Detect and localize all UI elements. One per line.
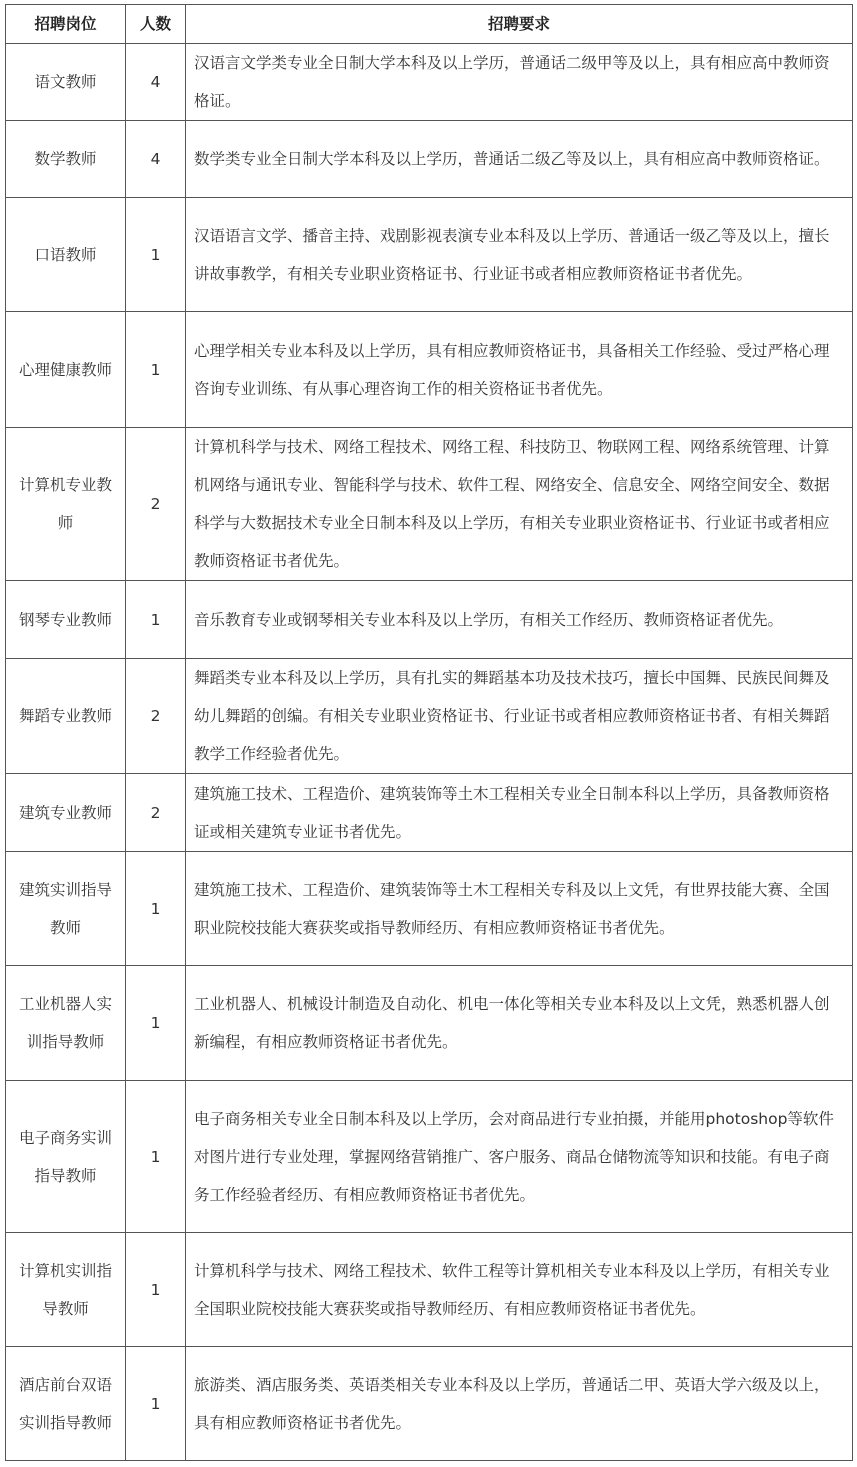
table-row — [6, 774, 853, 852]
count-cell: 1 — [126, 581, 186, 659]
requirement-cell: 建筑施工技术、工程造价、建筑装饰等土木工程相关专业全日制本科以上学历，具备教师资格证或相关建筑专业证书者优先。 — [186, 774, 853, 852]
count-cell: 2 — [126, 774, 186, 852]
table-row — [6, 852, 853, 966]
position-cell: 舞蹈专业教师 — [6, 659, 126, 774]
position-cell: 心理健康教师 — [6, 312, 126, 428]
count-cell: 1 — [126, 966, 186, 1081]
table-row — [6, 198, 853, 312]
header-requirement: 招聘要求 — [186, 5, 853, 44]
position-cell: 电子商务实训指导教师 — [6, 1081, 126, 1233]
requirement-cell: 工业机器人、机械设计制造及自动化、机电一体化等相关专业本科及以上文凭，熟悉机器人创新编程，有相应教师资格证书者优先。 — [186, 966, 853, 1081]
requirement-cell: 音乐教育专业或钢琴相关专业本科及以上学历，有相关工作经历、教师资格证者优先。 — [186, 581, 853, 659]
requirement-cell: 建筑施工技术、工程造价、建筑装饰等土木工程相关专科及以上文凭，有世界技能大赛、全国职业院校技能大赛获奖或指导教师经历、有相应教师资格证书者优先。 — [186, 852, 853, 966]
position-cell: 语文教师 — [6, 44, 126, 121]
table-row — [6, 966, 853, 1081]
count-cell: 1 — [126, 198, 186, 312]
position-cell: 建筑专业教师 — [6, 774, 126, 852]
count-cell: 1 — [126, 852, 186, 966]
recruitment-table — [5, 4, 853, 1461]
count-cell: 4 — [126, 44, 186, 121]
table-row — [6, 659, 853, 774]
table-row — [6, 44, 853, 121]
position-cell: 计算机实训指导教师 — [6, 1233, 126, 1347]
requirement-cell: 计算机科学与技术、网络工程技术、软件工程等计算机相关专业本科及以上学历，有相关专业全国职业院校技能大赛获奖或指导教师经历、有相应教师资格证书者优先。 — [186, 1233, 853, 1347]
position-cell: 工业机器人实训指导教师 — [6, 966, 126, 1081]
header-position: 招聘岗位 — [6, 5, 126, 44]
count-cell: 2 — [126, 659, 186, 774]
count-cell: 1 — [126, 1347, 186, 1461]
position-cell: 计算机专业教师 — [6, 428, 126, 581]
header-count: 人数 — [126, 5, 186, 44]
count-cell: 1 — [126, 312, 186, 428]
table-row — [6, 312, 853, 428]
table-row — [6, 1081, 853, 1233]
table-row — [6, 1347, 853, 1461]
table-row — [6, 1233, 853, 1347]
position-cell: 数学教师 — [6, 121, 126, 198]
table-header-row — [6, 5, 853, 44]
table-row — [6, 121, 853, 198]
position-cell: 建筑实训指导教师 — [6, 852, 126, 966]
requirement-cell: 汉语言文学类专业全日制大学本科及以上学历，普通话二级甲等及以上，具有相应高中教师资格证。 — [186, 44, 853, 121]
requirement-cell: 舞蹈类专业本科及以上学历，具有扎实的舞蹈基本功及技术技巧，擅长中国舞、民族民间舞及幼儿舞蹈的创编。有相关专业职业资格证书、行业证书或者相应教师资格证书者、有相关舞蹈教学工作经验者优先。 — [186, 659, 853, 774]
requirement-cell: 电子商务相关专业全日制本科及以上学历，会对商品进行专业拍摄，并能用photoshop等软件对图片进行专业处理，掌握网络营销推广、客户服务、商品仓储物流等知识和技能。有电子商务工作经验者经历、有相应教师资格证书者优先。 — [186, 1081, 853, 1233]
count-cell: 1 — [126, 1081, 186, 1233]
requirement-cell: 计算机科学与技术、网络工程技术、网络工程、科技防卫、物联网工程、网络系统管理、计算机网络与通讯专业、智能科学与技术、软件工程、网络安全、信息安全、网络空间安全、数据科学与大数据技术专业全日制本科及以上学历，有相关专业职业资格证书、行业证书或者相应教师资格证书者优先。 — [186, 428, 853, 581]
count-cell: 1 — [126, 1233, 186, 1347]
position-cell: 酒店前台双语实训指导教师 — [6, 1347, 126, 1461]
requirement-cell: 心理学相关专业本科及以上学历，具有相应教师资格证书，具备相关工作经验、受过严格心理咨询专业训练、有从事心理咨询工作的相关资格证书者优先。 — [186, 312, 853, 428]
position-cell: 口语教师 — [6, 198, 126, 312]
table-row — [6, 581, 853, 659]
requirement-cell: 汉语语言文学、播音主持、戏剧影视表演专业本科及以上学历、普通话一级乙等及以上，擅长讲故事教学，有相关专业职业资格证书、行业证书或者相应教师资格证书者优先。 — [186, 198, 853, 312]
table-row — [6, 428, 853, 581]
count-cell: 2 — [126, 428, 186, 581]
count-cell: 4 — [126, 121, 186, 198]
requirement-cell: 数学类专业全日制大学本科及以上学历，普通话二级乙等及以上，具有相应高中教师资格证。 — [186, 121, 853, 198]
position-cell: 钢琴专业教师 — [6, 581, 126, 659]
requirement-cell: 旅游类、酒店服务类、英语类相关专业本科及以上学历，普通话二甲、英语大学六级及以上，具有相应教师资格证书者优先。 — [186, 1347, 853, 1461]
